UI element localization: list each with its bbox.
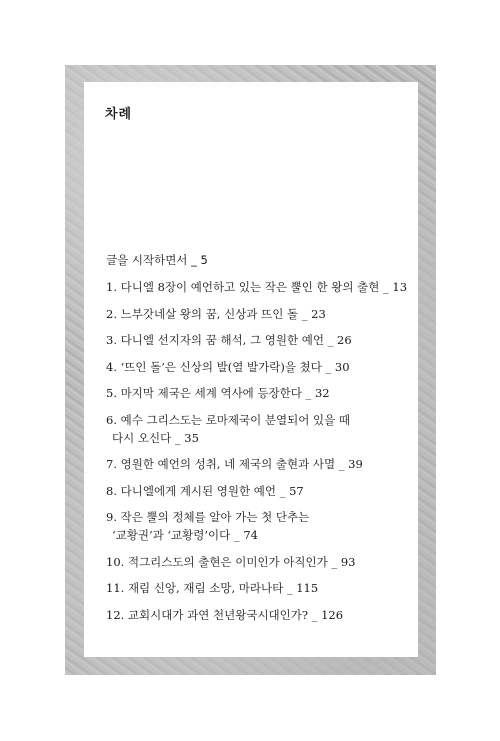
- toc-entry-text: 11. 재림 신앙, 재림 소망, 마라나타 _ 115: [106, 581, 319, 595]
- toc-entry-text: 1. 다니엘 8장이 예언하고 있는 작은 뿔인 한 왕의 출현 _ 13: [106, 280, 408, 294]
- toc-entry: [106, 358, 418, 376]
- contents-heading: 차례: [105, 107, 133, 122]
- toc-intro-entry: 글을 시작하면서 _ 5: [106, 253, 208, 267]
- toc-entry-text: 10. 적그리스도의 출현은 이미인가 아직인가 _ 93: [106, 554, 356, 569]
- toc-entry-text: 7. 영원한 예언의 성취, 네 제국의 출현과 사멸 _ 39: [106, 457, 363, 471]
- toc-entry-text: 3. 다니엘 선지자의 꿈 해석, 그 영원한 예언 _ 26: [106, 333, 352, 347]
- toc-entry: [106, 331, 418, 349]
- toc-entry-text: 2. 느부갓네살 왕의 꿈, 신상과 뜨인 돌 _ 23: [106, 306, 326, 321]
- toc-entry-text: 9. 작은 뿔의 정체를 알아 가는 첫 단추는: [106, 510, 310, 524]
- toc-entry-text: 5. 마지막 제국은 세계 역사에 등장한다 _ 32: [106, 386, 330, 400]
- toc-entry-text: 8. 다니엘에게 계시된 영원한 예언 _ 57: [106, 483, 304, 498]
- toc-entry: [106, 411, 418, 447]
- toc-entry-continuation: 다시 오신다 _ 35: [112, 430, 199, 445]
- toc-entry: [106, 606, 418, 624]
- toc-entry: [106, 455, 418, 473]
- toc-entry: [106, 482, 418, 500]
- toc-entry: [106, 305, 418, 323]
- toc-entry: [106, 384, 418, 402]
- toc-entry-text: 4. ‘뜨인 돌’은 신상의 발(열 발가락)을 쳤다 _ 30: [106, 359, 350, 374]
- toc-entry: [106, 579, 418, 597]
- toc-entry: [106, 553, 418, 571]
- toc-entry-text: 6. 예수 그리스도는 로마제국이 분열되어 있을 때: [106, 412, 350, 427]
- toc-list: [106, 278, 418, 632]
- toc-entry: [106, 508, 418, 544]
- toc-entry: [106, 278, 418, 296]
- toc-entry-text: 12. 교회시대가 과연 천년왕국시대인가? _ 126: [106, 607, 344, 622]
- toc-entry-continuation: ‘교황권’과 ‘교황령’이다 _ 74: [112, 528, 258, 542]
